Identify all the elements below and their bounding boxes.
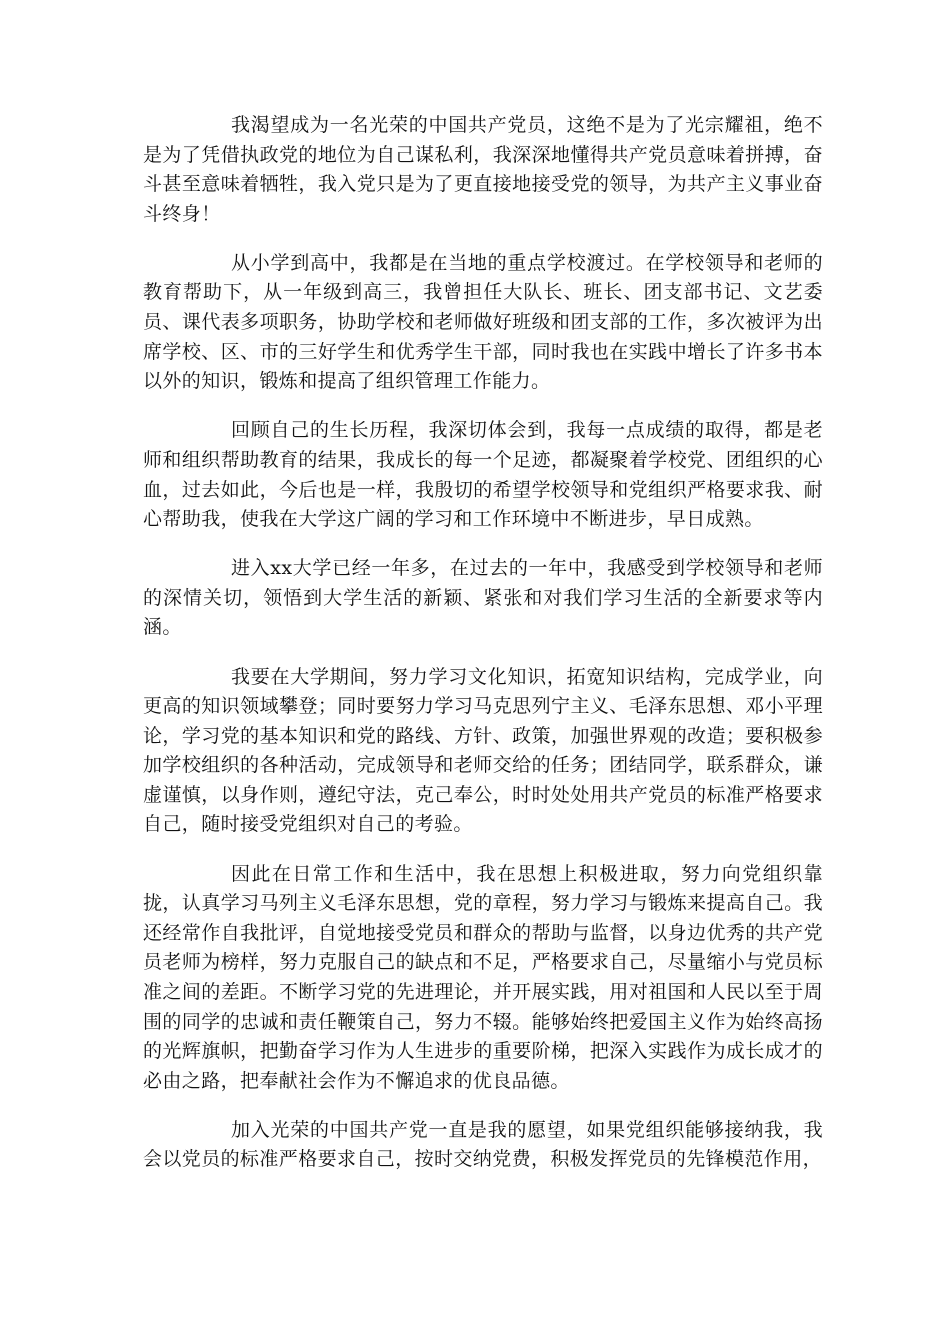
paragraph-4: 进入xx大学已经一年多，在过去的一年中，我感受到学校领导和老师的深情关切，领悟到大学生活的新颖、紧张和对我们学习生活的全新要求等内涵。 <box>143 557 823 639</box>
paragraph-5: 我要在大学期间，努力学习文化知识，拓宽知识结构，完成学业，向更高的知识领域攀登；同时要努力学习马克思列宁主义、毛泽东思想、邓小平理论，学习党的基本知识和党的路线、方针、政策，加强世界观的改造；要积极参加学校组织的各种活动，完成领导和老师交给的任务；团结同学，联系群众，谦虚谨慎，以身作则，遵纪守法，克己奉公，时时处处用共产党员的标准严格要求自己，随时接受党组织对自己的考验。 <box>143 665 823 836</box>
paragraph-2: 从小学到高中，我都是在当地的重点学校渡过。在学校领导和老师的教育帮助下，从一年级到高三，我曾担任大队长、班长、团支部书记、文艺委员、课代表多项职务，协助学校和老师做好班级和团支部的工作，多次被评为出席学校、区、市的三好学生和优秀学生干部，同时我也在实践中增长了许多书本以外的知识，锻炼和提高了组织管理工作能力。 <box>143 251 823 393</box>
paragraph-3: 回顾自己的生长历程，我深切体会到，我每一点成绩的取得，都是老师和组织帮助教育的结果，我成长的每一个足迹，都凝聚着学校党、团组织的心血，过去如此，今后也是一样，我殷切的希望学校领导和党组织严格要求我、耐心帮助我，使我在大学这广阔的学习和工作环境中不断进步，早日成熟。 <box>143 419 823 531</box>
paragraph-6: 因此在日常工作和生活中，我在思想上积极进取，努力向党组织靠拢，认真学习马列主义毛泽东思想，党的章程，努力学习与锻炼来提高自己。我还经常作自我批评，自觉地接受党员和群众的帮助与监督，以身边优秀的共产党员老师为榜样，努力克服自己的缺点和不足，严格要求自己，尽量缩小与党员标准之间的差距。不断学习党的先进理论，并开展实践，用对祖国和人民以至于周围的同学的忠诚和责任鞭策自己，努力不辍。能够始终把爱国主义作为始终高扬的光辉旗帜，把勤奋学习作为人生进步的重要阶梯，把深入实践作为成长成才的必由之路，把奉献社会作为不懈追求的优良品德。 <box>143 862 823 1092</box>
paragraph-7: 加入光荣的中国共产党一直是我的愿望，如果党组织能够接纳我，我会以党员的标准严格要求自己，按时交纳党费，积极发挥党员的先锋模范作用， <box>143 1118 823 1171</box>
paragraph-1: 我渴望成为一名光荣的中国共产党员，这绝不是为了光宗耀祖，绝不是为了凭借执政党的地位为自己谋私利，我深深地懂得共产党员意味着拼搏，奋斗甚至意味着牺牲，我入党只是为了更直接地接受党的领导，为共产主义事业奋斗终身！ <box>143 114 823 225</box>
document-body <box>143 111 823 1195</box>
